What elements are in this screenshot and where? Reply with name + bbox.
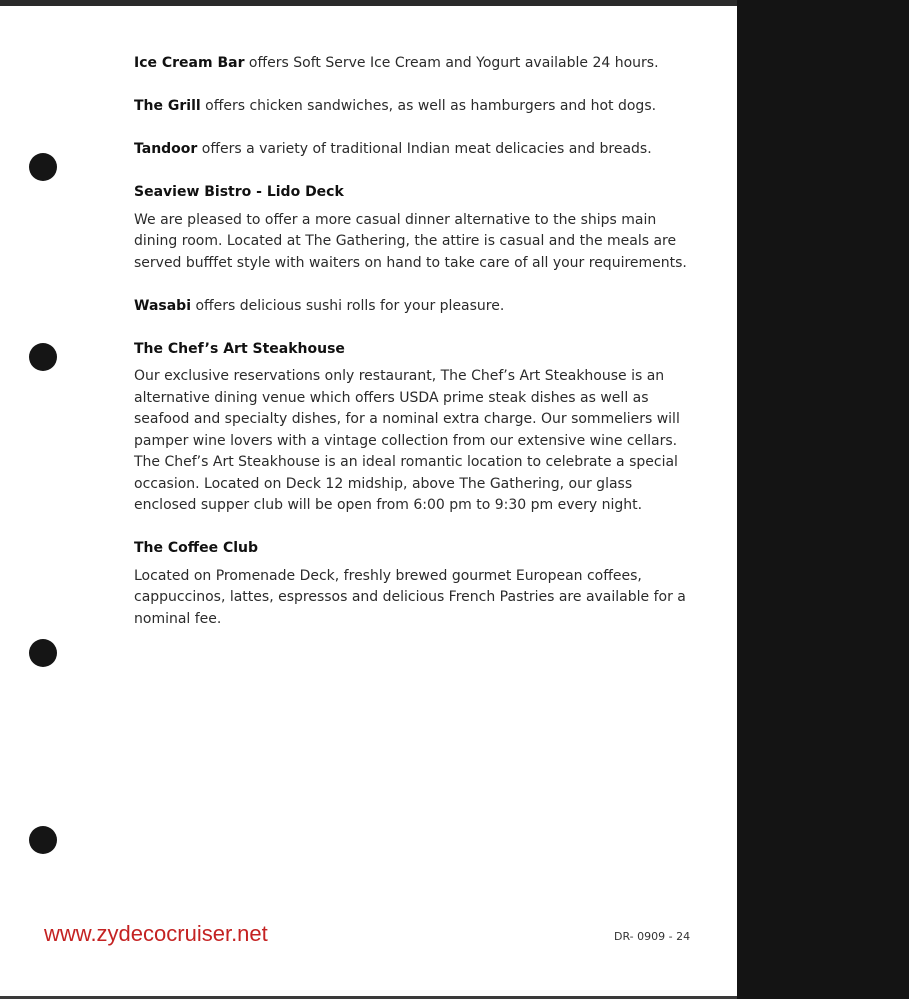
wasabi-paragraph <box>134 296 694 318</box>
website-watermark: www.zydecocruiser.net <box>44 921 268 946</box>
seaview-bistro-heading: Seaview Bistro - Lido Deck <box>134 184 344 200</box>
wasabi-text: offers delicious sushi rolls for your pleasure. <box>191 297 505 314</box>
binder-hole-4 <box>29 826 57 854</box>
tandoor-text: offers a variety of traditional Indian meat delicacies and breads. <box>197 141 652 157</box>
binder-hole-1 <box>29 153 57 181</box>
document-content <box>134 53 694 630</box>
ice-cream-bar-paragraph <box>134 53 694 75</box>
ice-cream-bar-name: Ice Cream Bar <box>134 55 245 71</box>
grill-text: offers chicken sandwiches, as well as hamburgers and hot dogs. <box>200 98 657 114</box>
grill-paragraph <box>134 96 694 118</box>
wasabi-name: Wasabi <box>134 297 191 314</box>
page-code: DR- 0909 - 24 <box>614 930 691 943</box>
grill-name: The Grill <box>134 98 201 114</box>
steakhouse-heading: The Chef’s Art Steakhouse <box>134 340 345 357</box>
binder-hole-2 <box>29 343 57 371</box>
binder-hole-3 <box>29 639 57 667</box>
ice-cream-bar-text: offers Soft Serve Ice Cream and Yogurt available 24 hours. <box>244 55 659 71</box>
tandoor-name: Tandoor <box>134 141 198 157</box>
coffee-club-body: Located on Promenade Deck, freshly brewed gourmet European coffees, cappuccinos, lattes, espressos and delicious French Pastries are available for a nominal fee. <box>134 567 686 627</box>
tandoor-paragraph <box>134 139 694 161</box>
scan-background <box>737 0 909 999</box>
seaview-bistro-body: We are pleased to offer a more casual dinner alternative to the ships main dining room. Located at The Gathering, the attire is casual and the meals are served bufffet style with waiters on hand to take care of all your requirements. <box>134 211 687 271</box>
steakhouse-body: Our exclusive reservations only restaurant, The Chef’s Art Steakhouse is an alternative dining venue which offers USDA prime steak dishes as well as seafood and specialty dishes, for a nominal extra charge. Our sommeliers will pamper wine lovers with a vintage collection from our extensive wine cellars. The Chef’s Art Steakhouse is an ideal romantic location to celebrate a special occasion. Located on Deck 12 midship, above The Gathering, our glass enclosed supper club will be open from 6:00 pm to 9:30 pm every night. <box>134 368 680 513</box>
coffee-club-heading: The Coffee Club <box>134 540 259 556</box>
